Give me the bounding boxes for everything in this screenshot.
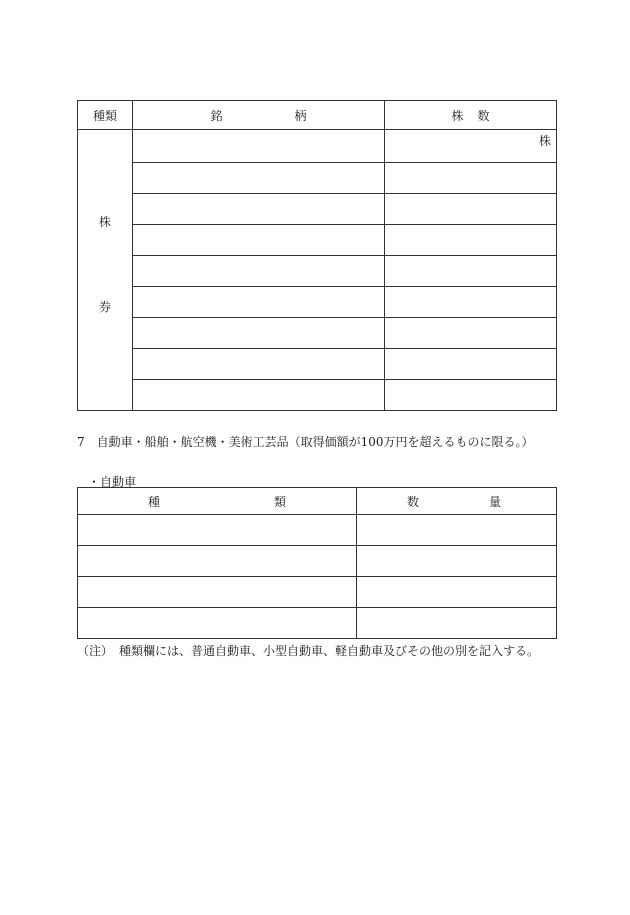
stock-count-cell[interactable]	[385, 349, 557, 380]
header-quantity: 数 量	[357, 488, 557, 515]
table-row	[78, 130, 557, 163]
header-vehicle-type: 種 類	[78, 488, 357, 515]
stock-count-cell[interactable]	[385, 380, 557, 411]
stock-count-cell[interactable]	[385, 287, 557, 318]
stock-count-cell[interactable]	[385, 163, 557, 194]
stock-type-cell	[78, 130, 133, 411]
stock-type-label-a: 株	[98, 215, 111, 229]
unit-label: 株	[538, 134, 551, 148]
table-row	[78, 577, 557, 608]
stock-name-cell[interactable]	[133, 225, 385, 256]
table-row	[78, 608, 557, 639]
vehicle-type-cell[interactable]	[78, 515, 357, 546]
stocks-table	[77, 100, 557, 411]
stock-name-cell[interactable]	[133, 318, 385, 349]
table-row	[78, 546, 557, 577]
table-row	[78, 225, 557, 256]
table-row	[78, 163, 557, 194]
stock-count-cell[interactable]	[385, 225, 557, 256]
vehicle-quantity-cell[interactable]	[357, 577, 557, 608]
stock-name-cell[interactable]	[133, 194, 385, 225]
stock-name-cell[interactable]	[133, 349, 385, 380]
vehicle-quantity-cell[interactable]	[357, 546, 557, 577]
header-type: 種類	[78, 101, 133, 130]
table-row	[78, 194, 557, 225]
header-count: 株 数	[385, 101, 557, 130]
vehicle-type-cell[interactable]	[78, 577, 357, 608]
vehicle-header-row	[78, 488, 557, 515]
subsection-label: ・自動車	[88, 475, 137, 489]
section7-heading: 7 自動車・船舶・航空機・美術工芸品（取得価額が100万円を超えるものに限る。）	[77, 435, 534, 449]
stock-name-cell[interactable]	[133, 130, 385, 163]
stock-count-cell[interactable]	[385, 318, 557, 349]
vehicle-quantity-cell[interactable]	[357, 608, 557, 639]
stocks-header-row	[78, 101, 557, 130]
table-row	[78, 318, 557, 349]
note: （注） 種類欄には、普通自動車、小型自動車、軽自動車及びその他の別を記入する。	[77, 644, 540, 658]
stock-name-cell[interactable]	[133, 163, 385, 194]
stock-name-cell[interactable]	[133, 256, 385, 287]
stock-type-label-b: 券	[98, 300, 111, 314]
vehicle-type-cell[interactable]	[78, 546, 357, 577]
vehicle-quantity-cell[interactable]	[357, 515, 557, 546]
stock-count-cell[interactable]	[385, 194, 557, 225]
vehicle-type-cell[interactable]	[78, 608, 357, 639]
table-row	[78, 515, 557, 546]
table-row	[78, 256, 557, 287]
stock-name-cell[interactable]	[133, 287, 385, 318]
vehicle-table	[77, 487, 557, 639]
table-row	[78, 349, 557, 380]
stock-name-cell[interactable]	[133, 380, 385, 411]
header-name: 銘 柄	[133, 101, 385, 130]
table-row	[78, 380, 557, 411]
stock-count-cell[interactable]	[385, 256, 557, 287]
stock-count-cell[interactable]	[385, 130, 557, 163]
table-row	[78, 287, 557, 318]
